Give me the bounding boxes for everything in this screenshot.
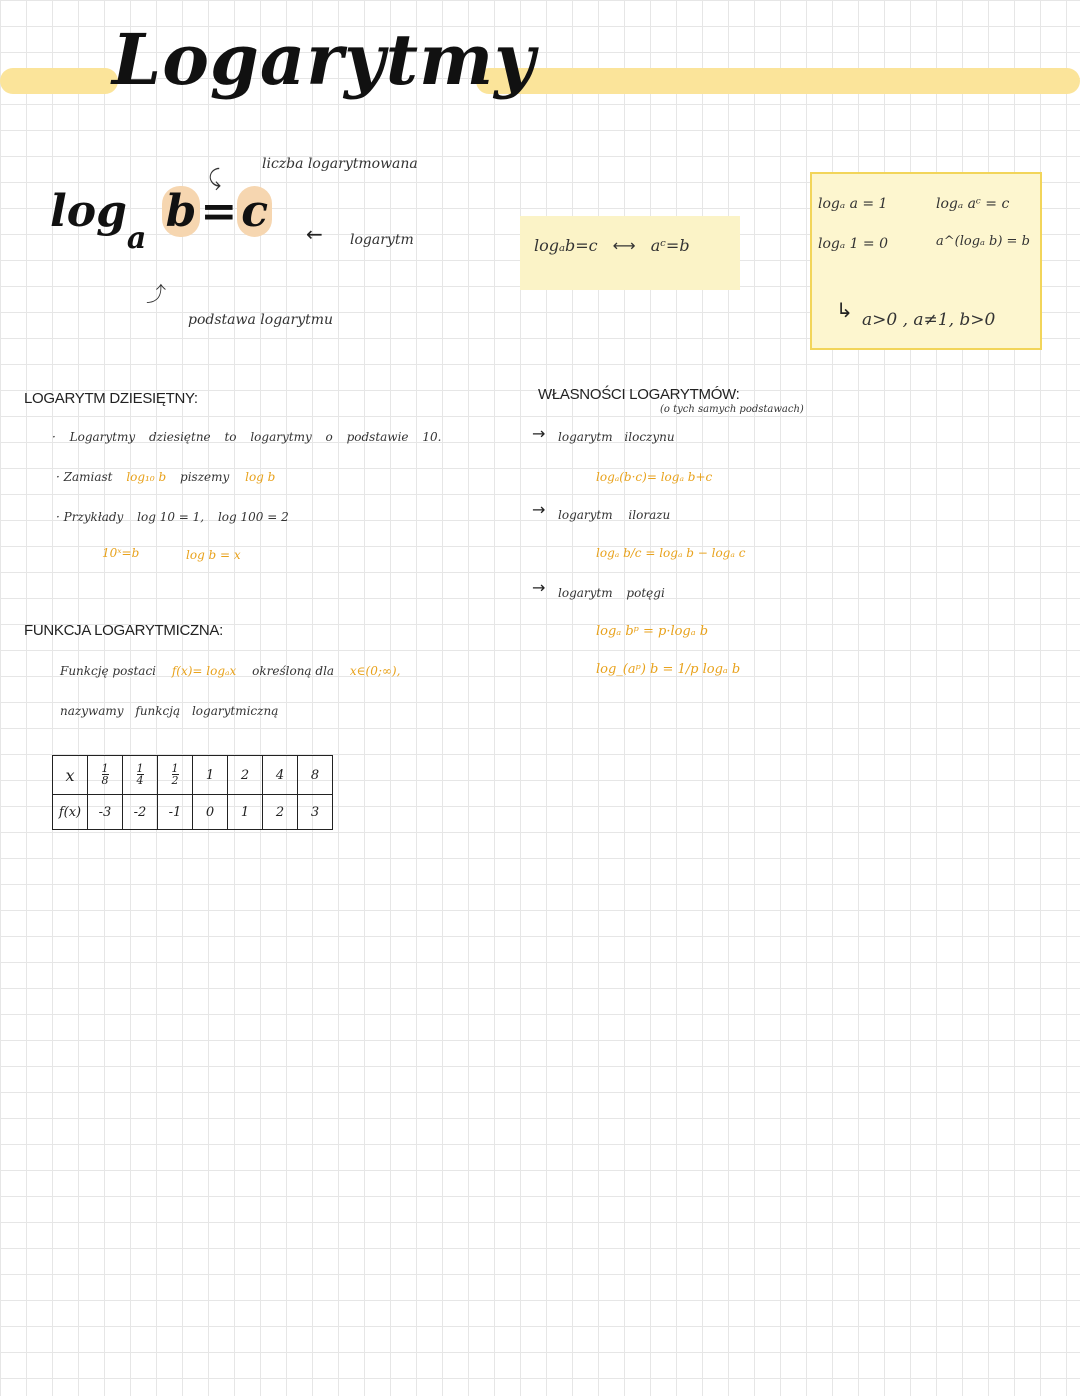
funkcja-l1-f: f(x)= logₐx <box>171 664 237 678</box>
table-cell: 0 <box>193 795 228 830</box>
table-x-label: x <box>53 756 88 795</box>
values-table <box>52 755 333 830</box>
prop-1: logₐ a = 1 <box>818 196 888 212</box>
dziesietny-l3-a: log 10 = 1, <box>137 510 205 524</box>
formula-eq: = <box>200 186 238 237</box>
equivalence-formula <box>534 236 690 255</box>
rule-2-arrow: → <box>532 500 546 519</box>
dziesietny-l2-a: log₁₀ b <box>126 470 167 484</box>
dziesietny-l3-b: log 100 = 2 <box>217 510 289 524</box>
table-cell: 4 <box>263 756 298 795</box>
title-highlight-right <box>476 68 1080 94</box>
rule-1-label: logarytm iloczynu <box>558 430 675 444</box>
dziesietny-line-2 <box>56 470 275 484</box>
table-cell: $\frac{1}{8}$ <box>88 756 123 795</box>
rule-1-formula: logₐ(b·c)= logₐ b+c <box>596 470 713 484</box>
rule-3-arrow: → <box>532 578 546 597</box>
table-cell: 3 <box>298 795 333 830</box>
wlasnosci-note: (o tych samych podstawach) <box>660 404 804 415</box>
equivalence-right: aᶜ=b <box>650 236 690 255</box>
prop-condition: a>0 , a≠1, b>0 <box>862 310 996 330</box>
table-cell: $\frac{1}{2}$ <box>158 756 193 795</box>
funkcja-l1-dom: x∈(0;∞), <box>349 664 401 678</box>
equivalence-left: logₐb=c <box>534 236 598 255</box>
dziesietny-l4-a: 10ˣ=b <box>102 546 140 560</box>
annotation-podstawa: podstawa logarytmu <box>188 312 334 328</box>
rule-2-label: logarytm ilorazu <box>558 508 671 522</box>
dziesietny-line-3 <box>56 510 289 524</box>
rule-4-formula: log_(aᵖ) b = 1/p logₐ b <box>596 662 741 677</box>
table-fx-label: f(x) <box>53 795 88 830</box>
heading-wlasnosci: WŁASNOŚCI LOGARYTMÓW: <box>538 386 740 403</box>
heading-dziesietny: LOGARYTM DZIESIĘTNY: <box>24 390 198 407</box>
table-cell: -3 <box>88 795 123 830</box>
table-cell: 8 <box>298 756 333 795</box>
formula-log: log <box>50 186 127 237</box>
prop-3: logₐ 1 = 0 <box>818 236 889 252</box>
dziesietny-l4-b: log b = x <box>186 548 241 562</box>
rule-2-formula: logₐ b/c = logₐ b − logₐ c <box>596 546 746 560</box>
formula-base: a <box>126 221 147 256</box>
annotation-liczba: liczba logarytmowana <box>262 156 418 172</box>
rule-3-formula: logₐ bᵖ = p·logₐ b <box>596 624 709 639</box>
equivalence-arrow: ⟷ <box>612 236 636 255</box>
main-formula <box>50 186 272 256</box>
dziesietny-line-1: · Logarytmy dziesiętne to logarytmy o podstawie 10. <box>52 430 442 444</box>
table-cell: -2 <box>123 795 158 830</box>
table-cell: 1 <box>228 795 263 830</box>
curve-arrow-podstawa: ⤴ <box>146 282 166 306</box>
heading-funkcja: FUNKCJA LOGARYTMICZNA: <box>24 622 223 639</box>
curve-arrow-liczba: ⤹ <box>208 166 222 191</box>
funkcja-line-2: nazywamy funkcją logarytmiczną <box>60 704 279 718</box>
prop-4: a^(logₐ b) = b <box>936 234 1030 249</box>
table-cell: $\frac{1}{4}$ <box>123 756 158 795</box>
annotation-logarytm: logarytm <box>350 232 414 248</box>
table-cell: 2 <box>228 756 263 795</box>
dziesietny-l3-pre: · Przykłady <box>56 510 124 524</box>
dziesietny-l2-mid: piszemy <box>180 470 230 484</box>
condition-arrow: ↳ <box>836 298 853 322</box>
title-highlight-left <box>0 68 118 94</box>
formula-argument: b <box>162 186 201 237</box>
table-row <box>53 795 333 830</box>
table-cell: 2 <box>263 795 298 830</box>
funkcja-l1-pre: Funkcję postaci <box>60 664 157 678</box>
funkcja-line-1 <box>60 664 400 678</box>
rule-1-arrow: → <box>532 424 546 443</box>
prop-2: logₐ aᶜ = c <box>936 196 1010 212</box>
table-cell: -1 <box>158 795 193 830</box>
arrow-logarytm: ← <box>306 222 323 246</box>
table-cell: 1 <box>193 756 228 795</box>
rule-3-label: logarytm potęgi <box>558 586 665 600</box>
funkcja-l1-mid: określoną dla <box>252 664 335 678</box>
dziesietny-l2-b: log b <box>245 470 276 484</box>
dziesietny-l2-pre: · Zamiast <box>56 470 113 484</box>
formula-result: c <box>237 186 272 237</box>
page-title: Logarytmy <box>112 18 536 101</box>
table-row <box>53 756 333 795</box>
